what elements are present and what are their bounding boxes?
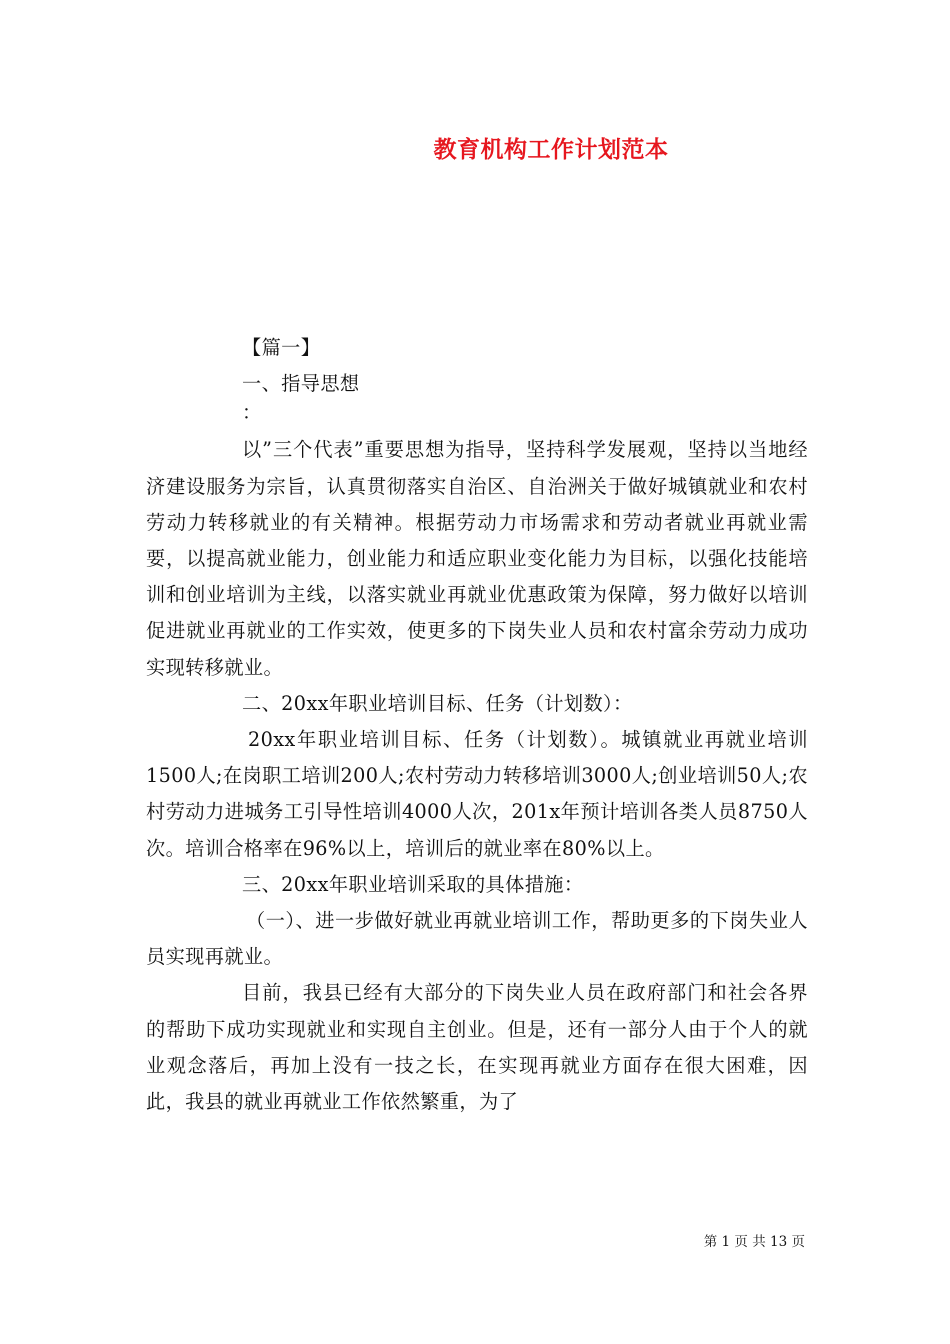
paragraph-training-goals: 20xx年职业培训目标、任务（计划数）。城镇就业再就业培训1500人;在岗职工培训200人;农村劳动力转移培训3000人;创业培训50人;农村劳动力进城务工引导性培训4000人次，201x年预计培训各类人员8750人次。培训合格率在96%以上，培训后的就业率在80%以上。 (146, 728, 808, 860)
page-footer (0, 1232, 805, 1252)
document-body (146, 330, 808, 1120)
footer-total-pages: 13 (770, 1234, 788, 1250)
section-tag: 【篇一】 (242, 336, 321, 359)
paragraph-current-situation: 目前，我县已经有大部分的下岗失业人员在政府部门和社会各界的帮助下成功实现就业和实现自主创业。但是，还有一部分人由于个人的就业观念落后，再加上没有一技之长，在实现再就业方面存在很大困难，因此，我县的就业再就业工作依然繁重，为了 (146, 981, 808, 1114)
footer-current-page: 1 (721, 1234, 731, 1250)
paragraph-guiding-ideology: 以”三个代表”重要思想为指导，坚持科学发展观，坚持以当地经济建设服务为宗旨，认真贯彻落实自治区、自治洲关于做好城镇就业和农村劳动力转移就业的有关精神。根据劳动力市场需求和劳动者就业再就业需要，以提高就业能力，创业能力和适应职业变化能力为目标，以强化技能培训和创业培训为主线，以落实就业再就业优惠政策为保障，努力做好以培训促进就业再就业的工作实效，使更多的下岗失业人员和农村富余劳动力成功实现转移就业。 (146, 438, 808, 679)
paragraph-measure-one: （一）、进一步做好就业再就业培训工作，帮助更多的下岗失业人员实现再就业。 (146, 909, 808, 969)
heading-training-goals: 二、20xx年职业培训目标、任务（计划数）： (242, 691, 633, 715)
heading-colon: ： (242, 401, 262, 425)
heading-guiding-ideology: 一、指导思想 (242, 372, 360, 396)
document-title: 教育机构工作计划范本 (433, 136, 669, 163)
footer-suffix: 页 (791, 1234, 805, 1250)
footer-middle: 页 共 (734, 1234, 766, 1250)
heading-training-measures: 三、20xx年职业培训采取的具体措施： (242, 872, 584, 896)
footer-prefix: 第 (703, 1234, 718, 1250)
